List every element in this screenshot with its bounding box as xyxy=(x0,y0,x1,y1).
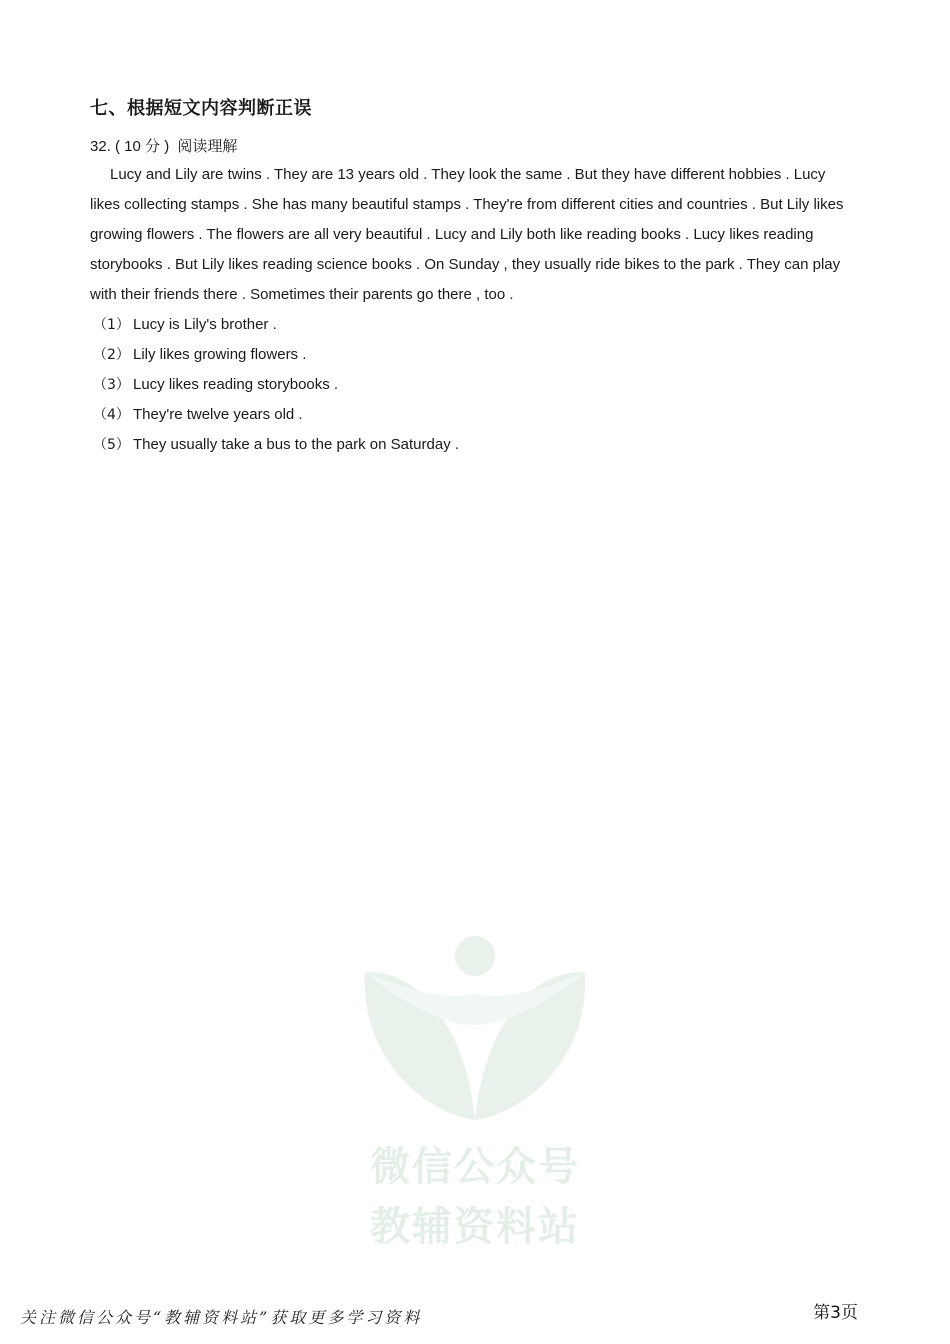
statement-text: Lucy likes reading storybooks . xyxy=(133,376,339,393)
statement-number: （3） xyxy=(93,377,130,393)
statement-text: Lucy is Lily's brother . xyxy=(133,316,277,333)
statement-number: （1） xyxy=(93,317,130,333)
statement-number: （2） xyxy=(93,347,130,363)
statement-text: Lily likes growing flowers . xyxy=(133,346,307,363)
statement-item xyxy=(93,400,459,430)
statement-number: （4） xyxy=(93,407,130,423)
reading-passage: Lucy and Lily are twins . They are 13 years old . They look the same . But they have different hobbies . Lucy likes collecting stamps . She has many beautiful stamps . They're from different cities and countries . But Lily likes growing flowers . The flowers are all very beautiful . Lucy and Lily both like reading books . Lucy likes reading storybooks . But Lily likes reading science books . On Sunday , they usually ride bikes to the park . They can play with their friends there . Sometimes their parents go there , too . xyxy=(90,166,844,303)
question-header xyxy=(90,135,237,156)
statement-item xyxy=(93,340,459,370)
statement-item xyxy=(93,310,459,340)
true-false-statements xyxy=(93,310,459,460)
section-title: 七、根据短文内容判断正误 xyxy=(90,98,312,119)
question-type: 阅读理解 xyxy=(177,137,238,155)
statement-item xyxy=(93,430,459,460)
statement-text: They're twelve years old . xyxy=(133,406,303,423)
footer-promo-note: 关注微信公众号“教辅资料站”获取更多学习资料 xyxy=(20,1308,423,1327)
watermark xyxy=(355,930,595,1250)
watermark-line-2: 教辅资料站 xyxy=(370,1204,580,1250)
page-number: 第3页 xyxy=(813,1303,858,1323)
statement-item xyxy=(93,370,459,400)
question-number-score: 32. ( 10 分 ) xyxy=(90,138,170,155)
watermark-logo-icon xyxy=(355,930,595,1130)
watermark-line-1: 微信公众号 xyxy=(370,1144,580,1190)
statement-text: They usually take a bus to the park on Saturday . xyxy=(133,436,460,453)
statement-number: （5） xyxy=(93,437,130,453)
